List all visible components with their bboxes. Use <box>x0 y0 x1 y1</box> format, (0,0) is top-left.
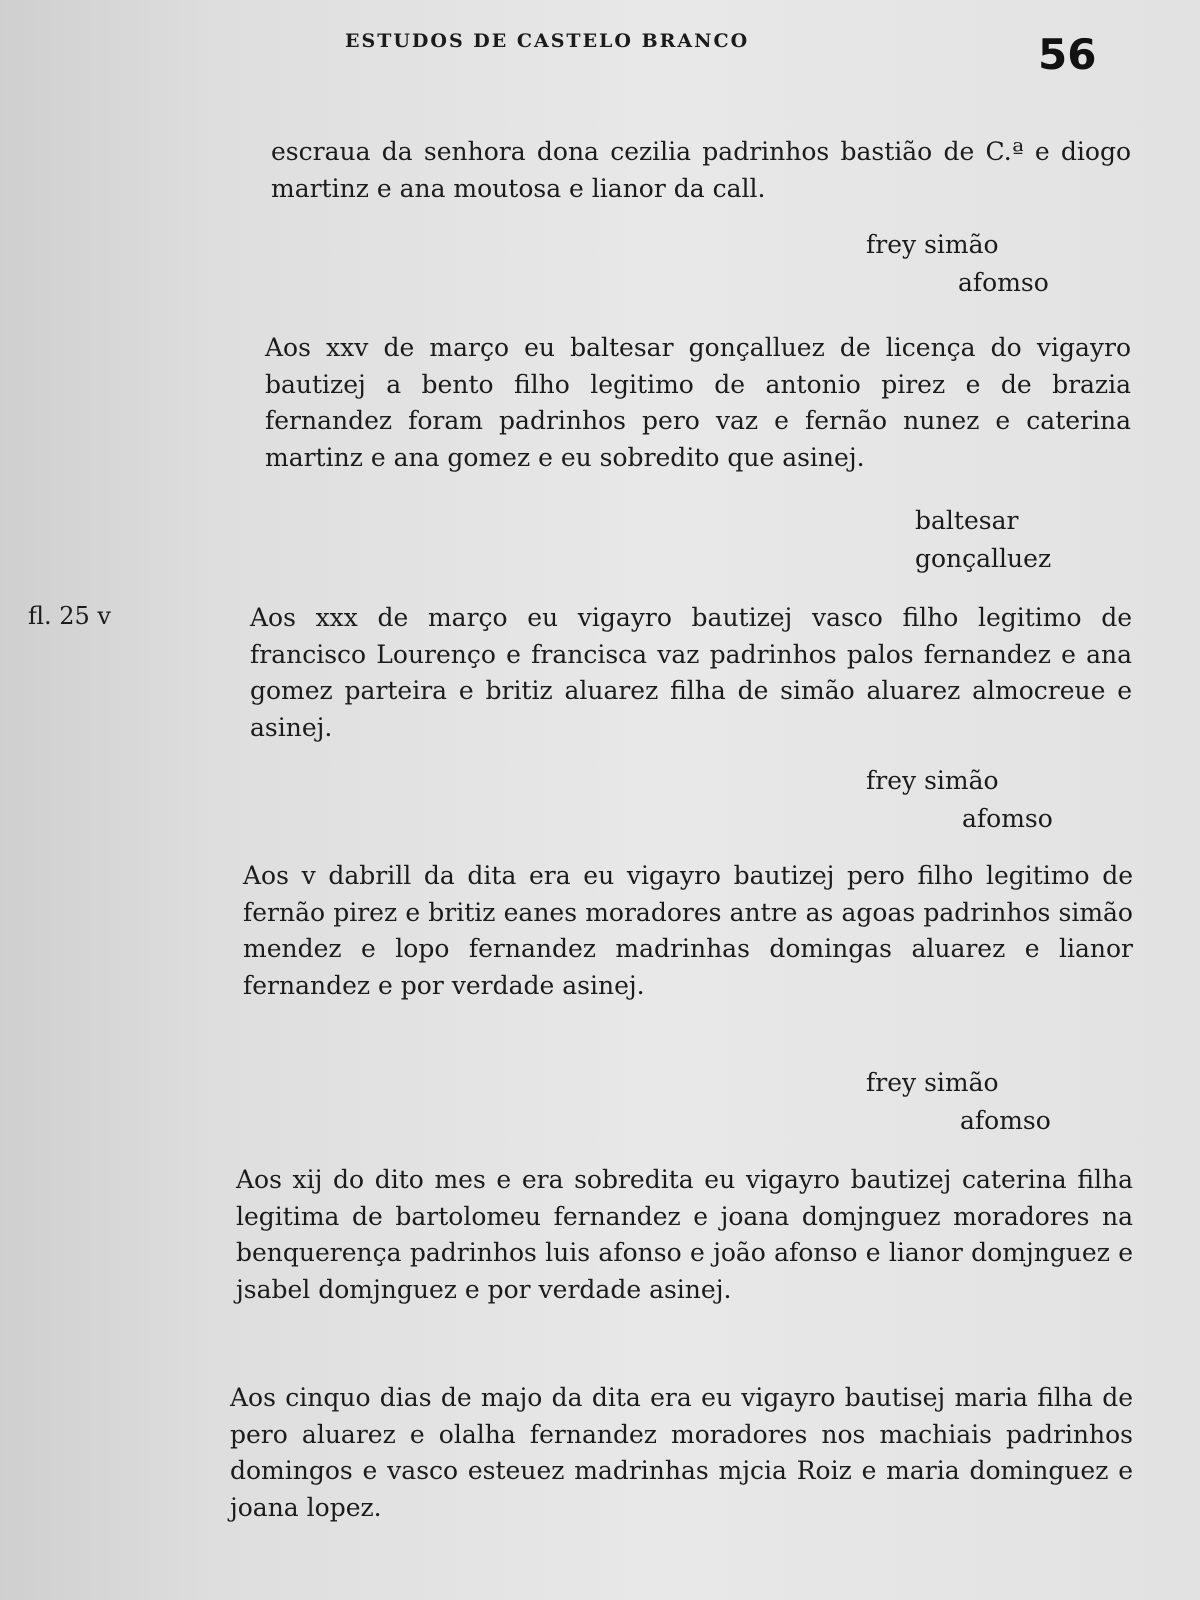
entry-paragraph-6: Aos cinquo dias de majo da dita era eu vigayro bautisej maria filha de pero aluarez e olalha fernandez moradores nos machiais padrinhos domingos e vasco esteuez madrinhas mjcia Roiz e maria dominguez e joana lopez. <box>230 1383 1133 1522</box>
signature-line: afomso <box>958 268 1049 297</box>
signature-line: frey simão <box>866 1068 999 1097</box>
signature-4 <box>866 1064 1051 1140</box>
signature-2 <box>915 502 1051 578</box>
signature-line: frey simão <box>866 766 999 795</box>
signature-line: afomso <box>962 804 1053 833</box>
running-header: ESTUDOS DE CASTELO BRANCO <box>345 30 750 52</box>
signature-line: gonçalluez <box>915 544 1052 573</box>
signature-line: baltesar <box>915 506 1019 535</box>
entry-paragraph-5: Aos xij do dito mes e era sobredita eu vigayro bautizej caterina filha legitima de bartolomeu fernandez e joana domjnguez moradores na benquerença padrinhos luis afonso e joão afonso e lianor domjnguez e jsabel domjnguez e por verdade asinej. <box>236 1165 1133 1304</box>
signature-1 <box>866 226 1049 302</box>
signature-3 <box>866 762 1053 838</box>
entry-paragraph-3: Aos xxx de março eu vigayro bautizej vasco filho legitimo de francisco Lourenço e francisca vaz padrinhos palos fernandez e ana gomez parteira e britiz aluarez filha de simão aluarez almocreue e asinej. <box>250 603 1132 742</box>
folio-marker: fl. 25 v <box>28 602 111 630</box>
entry-paragraph-2: Aos xxv de março eu baltesar gonçalluez de licença do vigayro bautizej a bento filho legitimo de antonio pirez e de brazia fernandez foram padrinhos pero vaz e fernão nunez e caterina martinz e ana gomez e eu sobredito que asinej. <box>265 333 1131 472</box>
entry-paragraph-4: Aos v dabrill da dita era eu vigayro bautizej pero filho legitimo de fernão pirez e britiz eanes moradores antre as agoas padrinhos simão mendez e lopo fernandez madrinhas domingas aluarez e lianor fernandez e por verdade asinej. <box>243 861 1133 1000</box>
entry-paragraph-1: escraua da senhora dona cezilia padrinhos bastião de C.ª e diogo martinz e ana moutosa e lianor da call. <box>271 137 1131 203</box>
signature-line: frey simão <box>866 230 999 259</box>
signature-line: afomso <box>960 1106 1051 1135</box>
page-number: 56 <box>1038 30 1097 79</box>
